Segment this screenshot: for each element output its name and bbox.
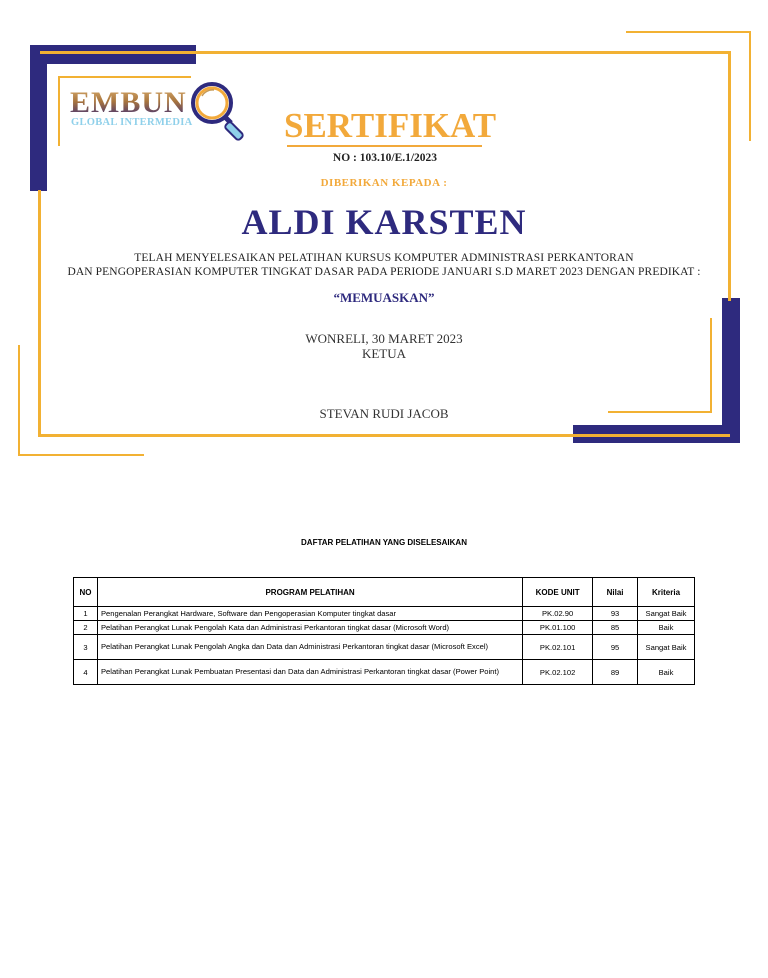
description-line-2: DAN PENGOPERASIAN KOMPUTER TINGKAT DASAR PADA PERIODE JANUARI S.D MARET 2023 DENGAN PREDIKAT :	[67, 266, 701, 278]
frame-gold-left	[38, 190, 41, 437]
row-score: 95	[593, 635, 638, 660]
header-program: PROGRAM PELATIHAN	[97, 578, 522, 607]
signer-role: KETUA	[361, 346, 407, 361]
row-program: Pelatihan Perangkat Lunak Pembuatan Presentasi dan Data dan Administrasi Perkantoran tingkat dasar (Power Point)	[97, 660, 522, 685]
frame-gold-inner-bottom	[608, 411, 712, 413]
row-criteria: Sangat Baik	[638, 635, 695, 660]
predicate: “MEMUASKAN”	[333, 290, 435, 305]
title-underline	[287, 145, 482, 147]
row-program: Pengenalan Perangkat Hardware, Software dan Pengoperasian Komputer tingkat dasar	[97, 607, 522, 621]
description-line-1: TELAH MENYELESAIKAN PELATIHAN KURSUS KOMPUTER ADMINISTRASI PERKANTORAN	[134, 252, 634, 264]
given-to-label: DIBERIKAN KEPADA :	[320, 177, 448, 189]
frame-gold-outer-bottom-left	[18, 454, 144, 456]
row-code: PK.02.102	[523, 660, 593, 685]
certificate-title: SERTIFIKAT	[284, 106, 497, 145]
header-score: Nilai	[593, 578, 638, 607]
row-code: PK.02.90	[523, 607, 593, 621]
row-code: PK.02.101	[523, 635, 593, 660]
table-row	[74, 621, 695, 635]
table-header-row	[74, 578, 695, 607]
place-date: WONRELI, 30 MARET 2023	[305, 331, 463, 346]
row-score: 89	[593, 660, 638, 685]
row-code: PK.01.100	[523, 621, 593, 635]
frame-navy-right	[722, 298, 740, 443]
row-no: 1	[74, 607, 98, 621]
frame-gold-right	[728, 51, 731, 301]
frame-navy-top	[30, 45, 196, 64]
row-score: 85	[593, 621, 638, 635]
table-row	[74, 607, 695, 621]
frame-gold-outer-left-bottom	[18, 345, 20, 456]
row-criteria: Baik	[638, 621, 695, 635]
row-no: 3	[74, 635, 98, 660]
row-no: 2	[74, 621, 98, 635]
signer-name: STEVAN RUDI JACOB	[319, 406, 449, 421]
logo-word: EMBUN	[70, 86, 187, 119]
frame-gold-inner-left	[58, 76, 60, 146]
frame-gold-inner-top	[58, 76, 191, 78]
frame-gold-top	[40, 51, 730, 54]
logo-subtitle: GLOBAL INTERMEDIA	[71, 117, 193, 128]
recipient-name: ALDI KARSTEN	[241, 202, 527, 242]
training-table	[73, 577, 695, 685]
row-program: Pelatihan Perangkat Lunak Pengolah Kata dan Administrasi Perkantoran tingkat dasar (Microsoft Word)	[97, 621, 522, 635]
frame-navy-left	[30, 45, 47, 191]
frame-gold-inner-right	[710, 318, 712, 413]
table-row	[74, 635, 695, 660]
training-list-title: DAFTAR PELATIHAN YANG DISELESAIKAN	[301, 538, 467, 547]
header-no: NO	[74, 578, 98, 607]
row-score: 93	[593, 607, 638, 621]
row-criteria: Baik	[638, 660, 695, 685]
frame-gold-outer-top-right	[626, 31, 751, 33]
row-criteria: Sangat Baik	[638, 607, 695, 621]
table-row	[74, 660, 695, 685]
certificate-number: NO : 103.10/E.1/2023	[332, 152, 438, 164]
frame-gold-bottom	[40, 434, 730, 437]
row-no: 4	[74, 660, 98, 685]
header-criteria: Kriteria	[638, 578, 695, 607]
magnifier-icon	[188, 78, 252, 146]
row-program: Pelatihan Perangkat Lunak Pengolah Angka dan Data dan Administrasi Perkantoran tingkat dasar (Microsoft Excel)	[97, 635, 522, 660]
header-code: KODE UNIT	[523, 578, 593, 607]
frame-gold-outer-right-top	[749, 31, 751, 141]
